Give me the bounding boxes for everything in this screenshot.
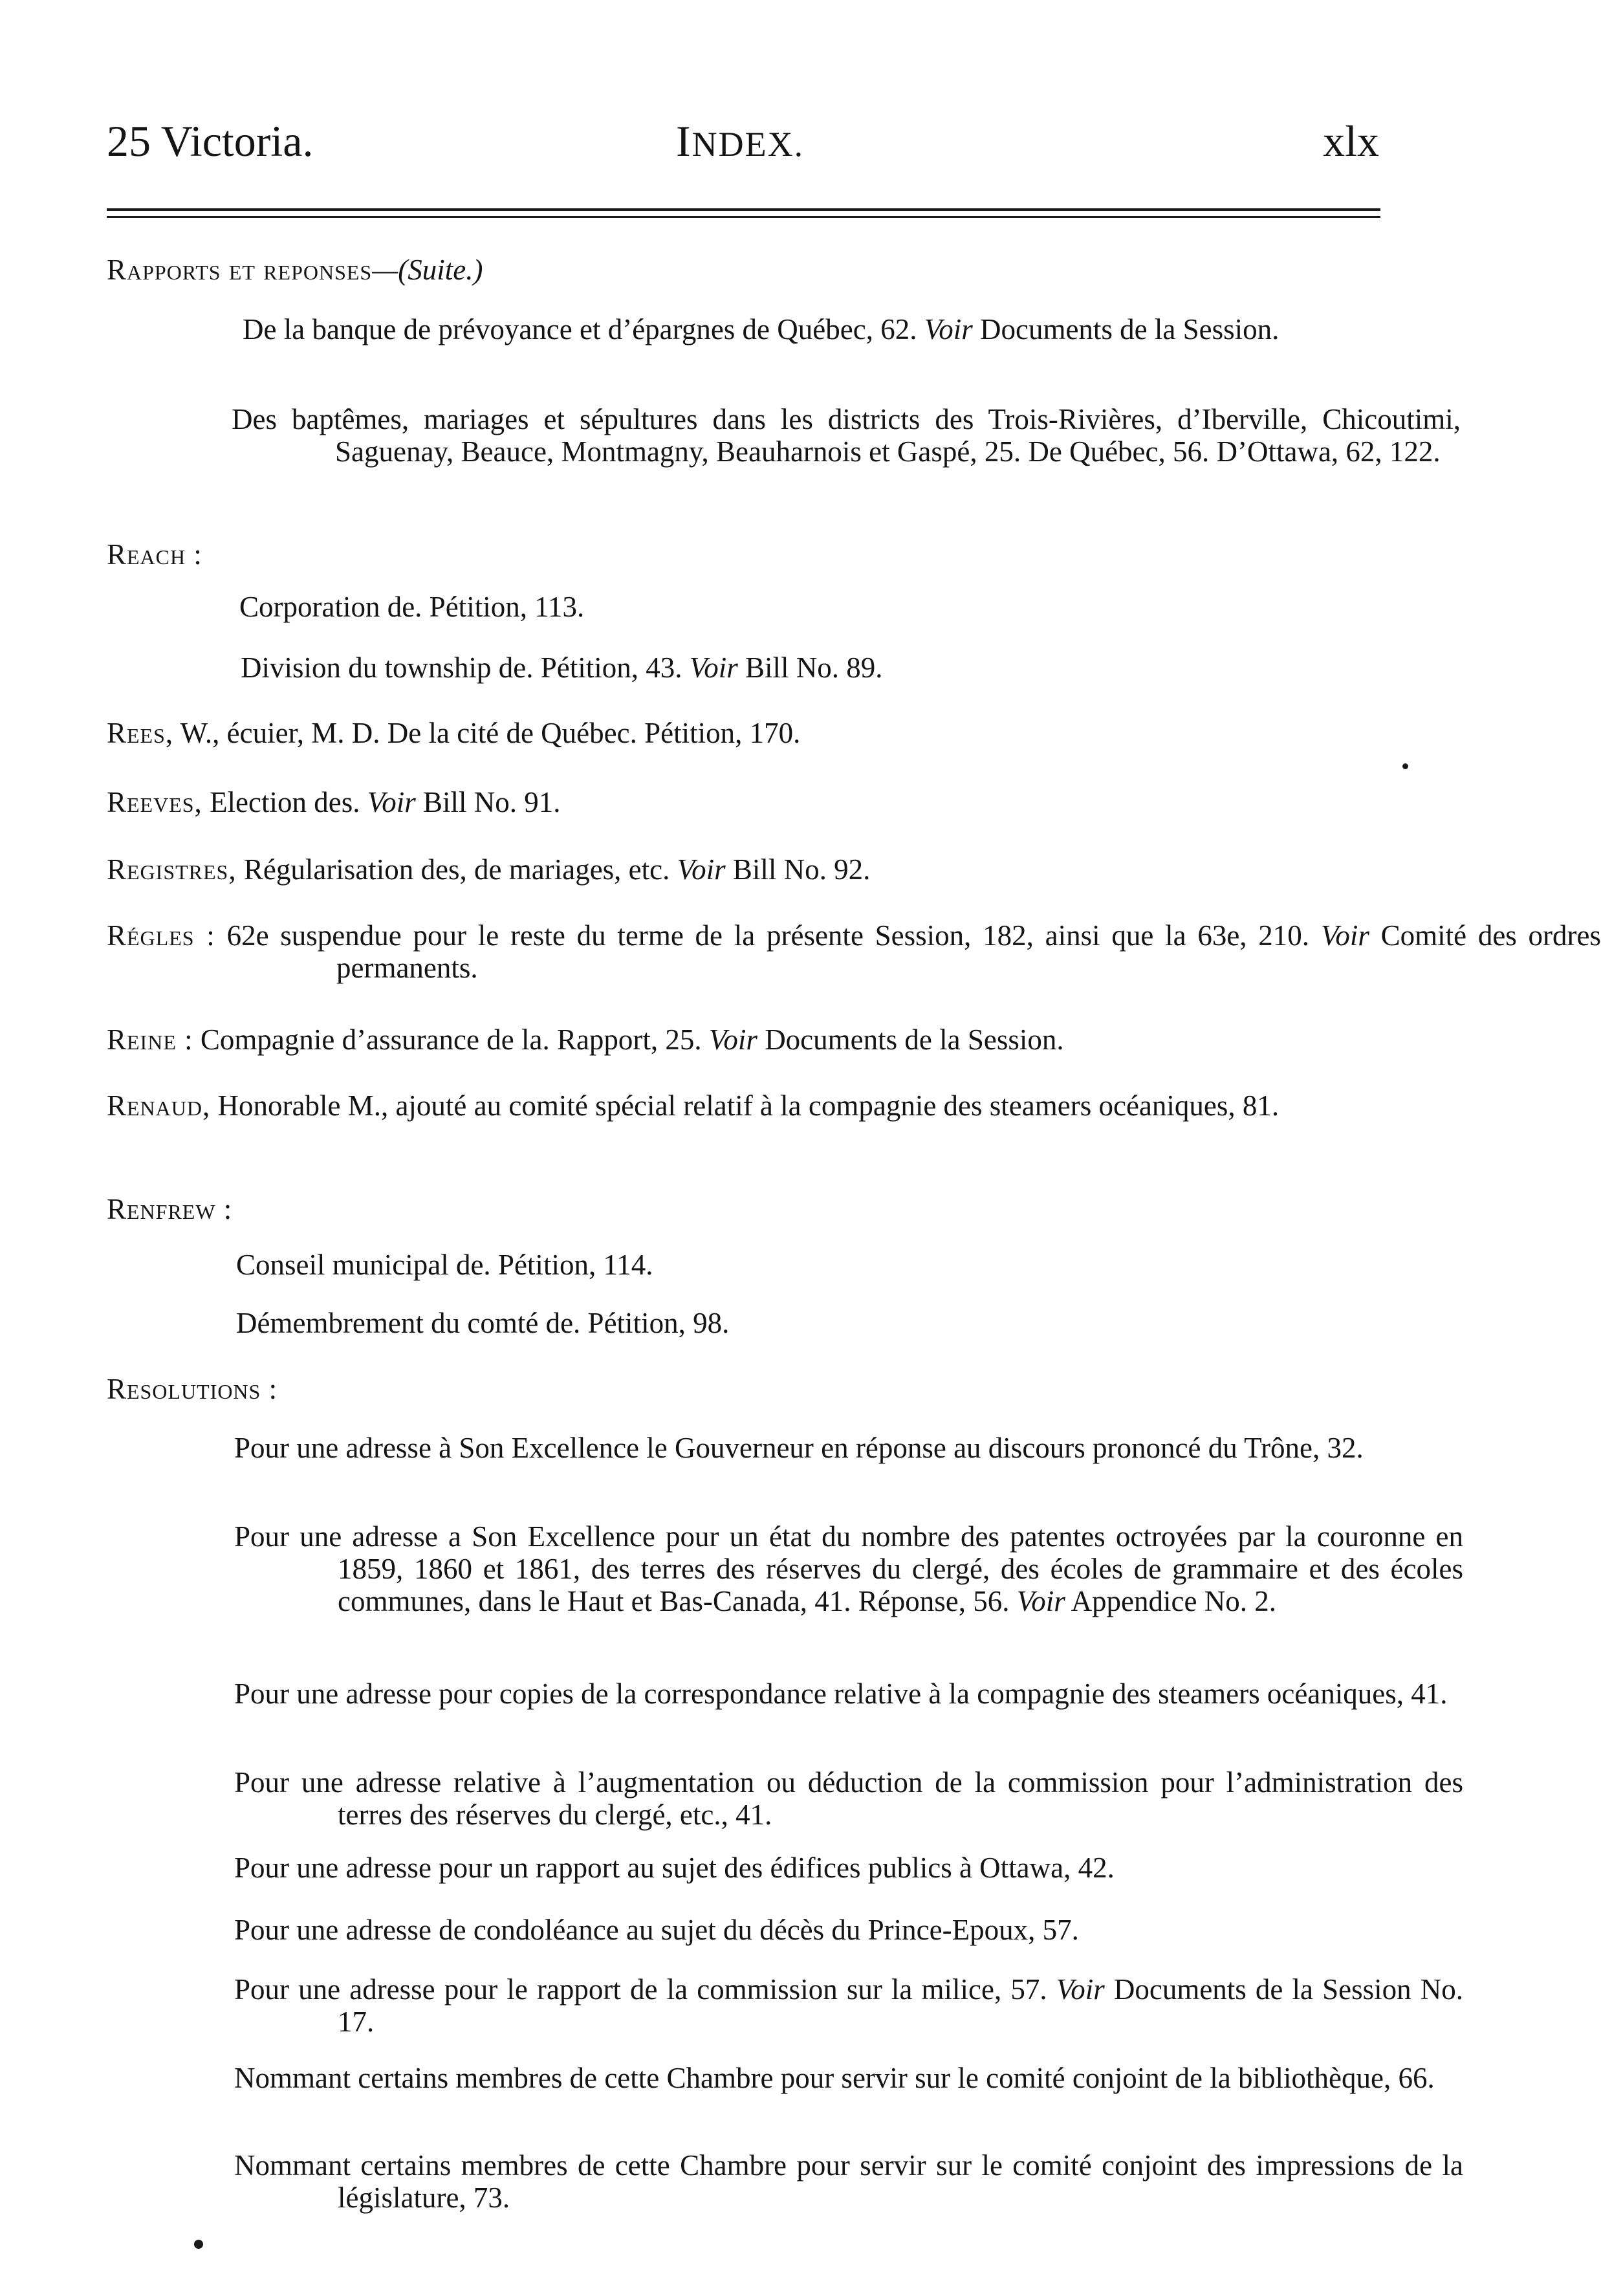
index-subentry: Corporation de. Pétition, 113. — [239, 591, 585, 623]
index-subentry: Nommant certains membres de cette Chambre pour servir sur le comité conjoint des impressions de la législature, 73. — [234, 2149, 1463, 2214]
entry-headword: Resolutions : — [107, 1373, 278, 1405]
entry-resolutions-heading — [107, 1373, 1381, 1405]
entry-reach-heading — [107, 538, 1381, 571]
entry-renfrew-heading — [107, 1193, 1381, 1225]
entry-reeves: Reeves, Election des. Voir Bill No. 91. — [107, 786, 561, 818]
index-subentry: Pour une adresse pour le rapport de la commission sur la milice, 57. Voir Documents de la Session No. 17. — [234, 1973, 1464, 2038]
entry-headword: Régles : — [107, 919, 215, 952]
suite-label: —(Suite.) — [372, 254, 483, 286]
entry-rapports-heading — [107, 254, 1381, 286]
header-double-rule — [107, 208, 1380, 221]
entry-headword: Rees, — [107, 717, 174, 749]
page-number: xlx — [1323, 116, 1379, 166]
index-subentry: Pour une adresse pour copies de la correspondance relative à la compagnie des steamers océaniques, 41. — [234, 1678, 1448, 1710]
entry-reine: Reine : Compagnie d’assurance de la. Rapport, 25. Voir Documents de la Session. — [107, 1023, 1064, 1056]
entry-headword: Registres, — [107, 853, 237, 886]
index-subentry: Pour une adresse de condoléance au sujet du décès du Prince-Epoux, 57. — [234, 1914, 1079, 1946]
index-subentry: De la banque de prévoyance et d’épargnes de Québec, 62. Voir Documents de la Session. — [243, 313, 1280, 345]
index-subentry: Pour une adresse a Son Excellence pour un état du nombre des patentes octroyées par la couronne en 1859, 1860 et 1861, des terres des réserves du clergé, des écoles de grammaire et des écoles communes, dans le Haut et Bas-Canada, 41. Réponse, 56. Voir Appendice No. 2. — [234, 1520, 1463, 1617]
index-subentry: Démembrement du comté de. Pétition, 98. — [236, 1307, 730, 1339]
entry-headword: Reach : — [107, 538, 202, 571]
entry-registres: Registres, Régularisation des, de mariages, etc. Voir Bill No. 92. — [107, 853, 871, 886]
entry-headword: Renaud, — [107, 1089, 211, 1122]
rule-line-bottom — [107, 216, 1380, 218]
running-head-title — [676, 115, 804, 170]
title-rest: NDEX. — [692, 125, 805, 164]
ink-speck — [194, 2240, 203, 2249]
entry-headword: Reine : — [107, 1023, 193, 1056]
index-subentry: Division du township de. Pétition, 43. Voir Bill No. 89. — [241, 651, 883, 684]
entry-headword: Reeves, — [107, 786, 202, 818]
rule-line-top — [107, 208, 1380, 211]
title-initial: I — [676, 116, 692, 166]
running-head-left: 25 Victoria. — [107, 116, 314, 166]
entry-renaud: Renaud, Honorable M., ajouté au comité spécial relatif à la compagnie des steamers océaniques, 81. — [107, 1089, 1280, 1122]
index-subentry: Pour une adresse à Son Excellence le Gouverneur en réponse au discours prononcé du Trône, 32. — [234, 1432, 1364, 1464]
index-subentry: Conseil municipal de. Pétition, 114. — [236, 1249, 653, 1281]
index-subentry: Pour une adresse relative à l’augmentation ou déduction de la commission pour l’administration des terres des réserves du clergé, etc., 41. — [234, 1766, 1463, 1831]
entry-headword: Rapports et reponses — [107, 254, 373, 286]
index-subentry: Des baptêmes, mariages et sépultures dans les districts des Trois-Rivières, d’Iberville, Chicoutimi, Saguenay, Beauce, Montmagny, Beauharnois et Gaspé, 25. De Québec, 56. D’Ottawa, 62, 122. — [232, 403, 1461, 468]
entry-regles: Régles : 62e suspendue pour le reste du terme de la présente Session, 182, ainsi que la 63e, 210. Voir Comité des ordres permanents. — [107, 919, 1601, 984]
ink-speck — [1402, 763, 1408, 769]
entry-headword: Renfrew : — [107, 1193, 233, 1225]
index-subentry: Nommant certains membres de cette Chambre pour servir sur le comité conjoint de la bibliothèque, 66. — [234, 2062, 1435, 2094]
entry-rees: Rees, W., écuier, M. D. De la cité de Québec. Pétition, 170. — [107, 717, 801, 749]
index-subentry: Pour une adresse pour un rapport au sujet des édifices publics à Ottawa, 42. — [234, 1852, 1115, 1884]
